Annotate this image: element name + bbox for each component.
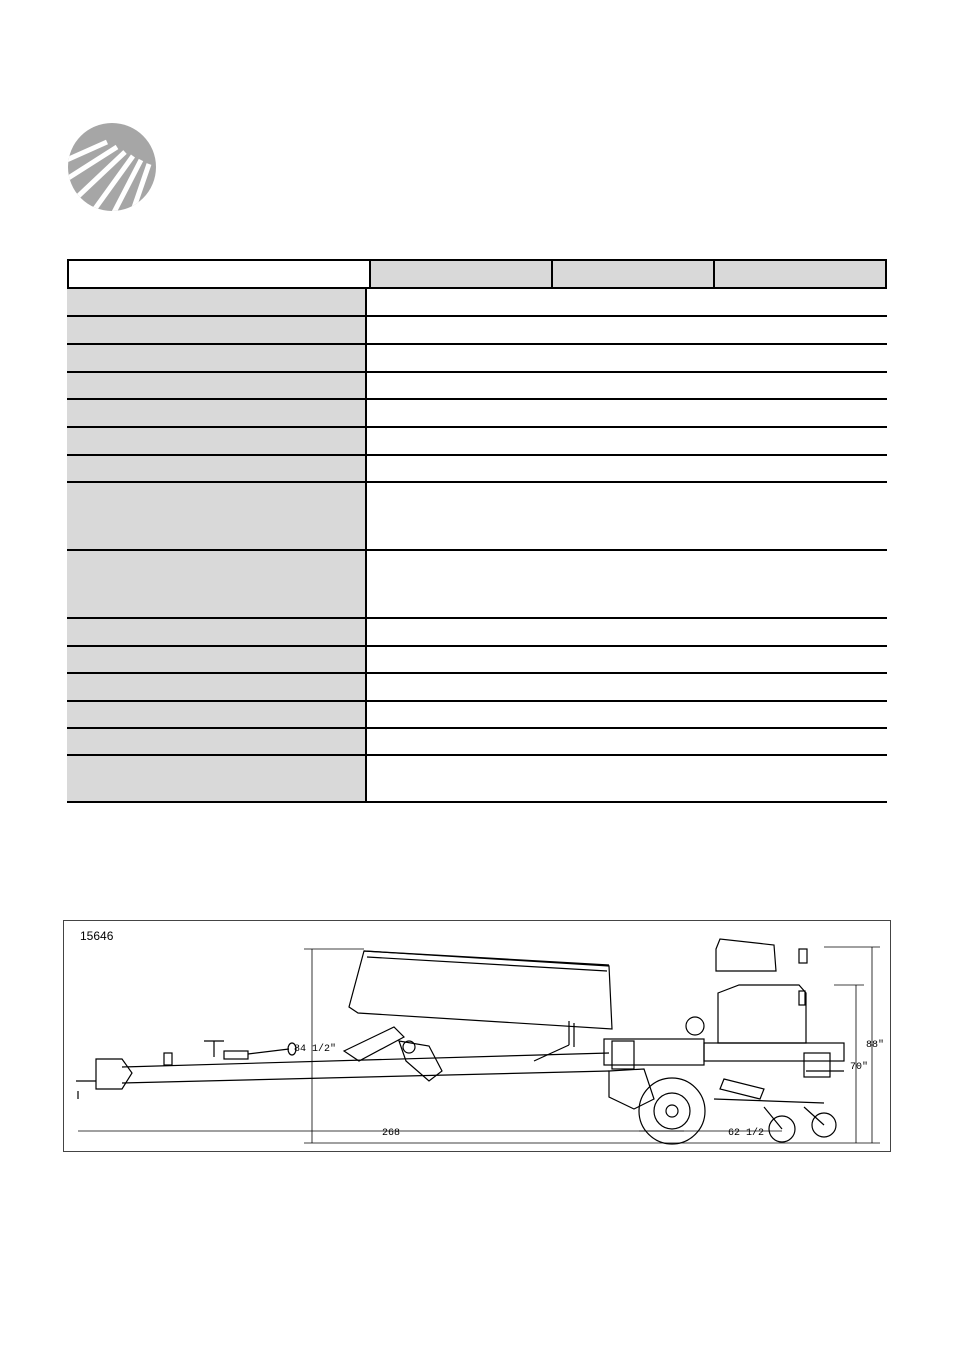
row-label xyxy=(67,647,367,672)
row-label xyxy=(67,428,367,454)
table-row xyxy=(67,400,887,428)
hitch-clevis xyxy=(96,1059,132,1089)
table-column-header xyxy=(551,261,713,287)
table-row xyxy=(67,647,887,674)
table-row xyxy=(67,456,887,483)
table-row xyxy=(67,756,887,803)
overall-length-dimension: 268 xyxy=(382,1128,401,1139)
row-label xyxy=(67,317,367,343)
row-label xyxy=(67,729,367,754)
row-value xyxy=(369,674,887,700)
table-row xyxy=(67,729,887,756)
table-row xyxy=(67,619,887,647)
brand-logo-icon xyxy=(67,122,157,212)
table-header-row xyxy=(67,259,887,289)
table-column-header xyxy=(713,261,885,287)
table-row xyxy=(67,551,887,619)
row-label xyxy=(67,400,367,426)
table-row xyxy=(67,428,887,456)
row-value xyxy=(369,483,887,549)
dimension-figure xyxy=(63,920,891,1152)
row-label xyxy=(67,456,367,481)
row-label xyxy=(67,756,367,801)
hitch-height-dimension: 84 1/2" xyxy=(294,1044,337,1055)
row-value xyxy=(369,456,887,481)
row-value xyxy=(369,373,887,398)
row-value xyxy=(369,756,887,801)
row-label xyxy=(67,373,367,398)
row-value xyxy=(369,551,887,617)
row-label xyxy=(67,483,367,549)
grass-seed-box xyxy=(718,985,806,1043)
drive-wheel xyxy=(639,1078,705,1144)
figure-id: 15646 xyxy=(80,929,114,943)
overall-height-dimension: 88" xyxy=(866,1040,885,1051)
table-row xyxy=(67,373,887,400)
row-label xyxy=(67,345,367,371)
row-value xyxy=(369,619,887,645)
row-value xyxy=(369,289,887,315)
drill-side-view-drawing xyxy=(64,921,892,1153)
table-row xyxy=(67,289,887,317)
row-label xyxy=(67,289,367,315)
table-row xyxy=(67,674,887,702)
table-row xyxy=(67,345,887,373)
row-value xyxy=(369,345,887,371)
row-value xyxy=(369,647,887,672)
box-height-dimension: 70" xyxy=(850,1062,869,1073)
table-row xyxy=(67,317,887,345)
rear-length-dimension: 62 1/2 xyxy=(728,1128,765,1139)
row-value xyxy=(369,400,887,426)
row-label xyxy=(67,702,367,727)
row-label xyxy=(67,619,367,645)
table-header-label xyxy=(69,261,375,287)
table-column-header xyxy=(369,261,551,287)
row-label xyxy=(67,551,367,617)
row-value xyxy=(369,428,887,454)
row-value xyxy=(369,317,887,343)
row-value xyxy=(369,702,887,727)
table-row xyxy=(67,702,887,729)
table-row xyxy=(67,483,887,551)
marker-arm xyxy=(344,1027,404,1061)
row-label xyxy=(67,674,367,700)
row-value xyxy=(369,729,887,754)
